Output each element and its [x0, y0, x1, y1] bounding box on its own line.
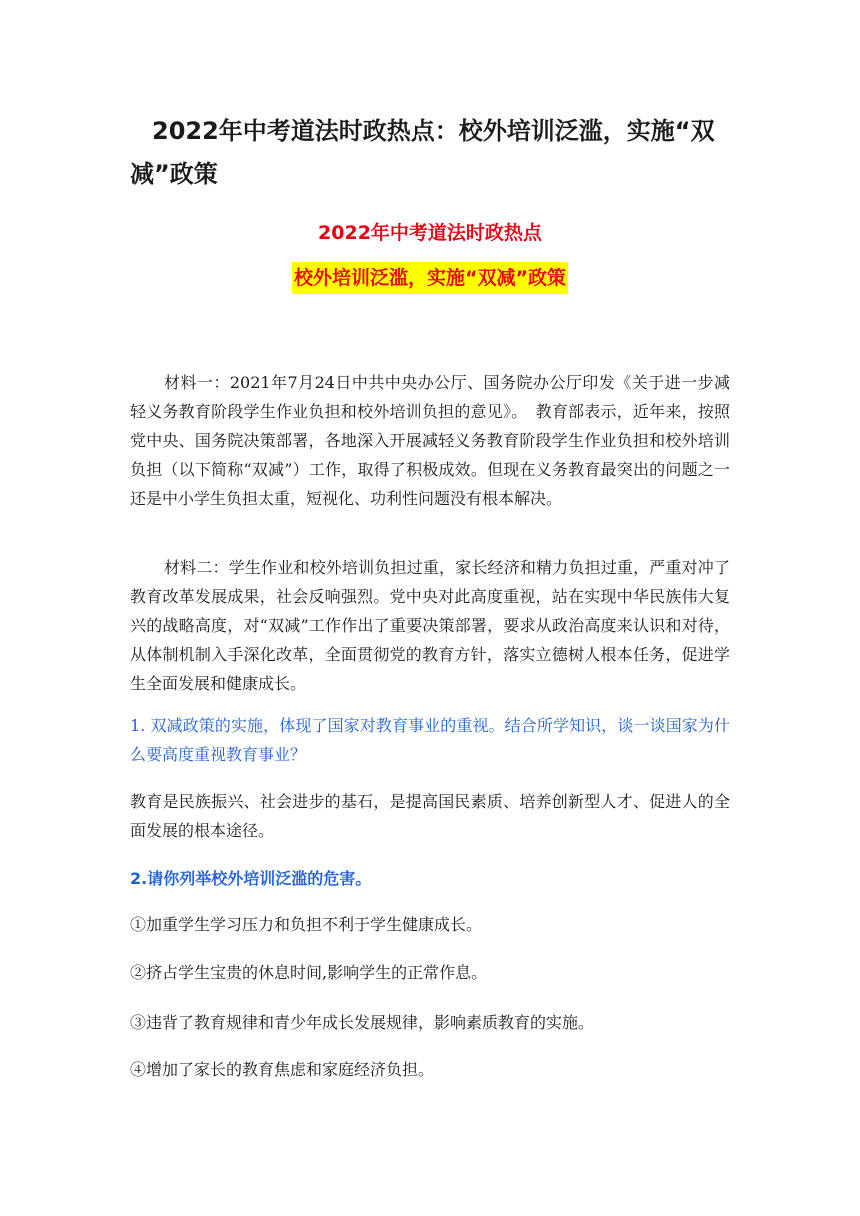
question-2: 2.请你列举校外培训泛滥的危害。: [130, 869, 372, 888]
answer-1: 教育是民族振兴、社会进步的基石，是提高国民素质、培养创新型人才、促进人的全面发展的根本途径。: [130, 792, 730, 840]
question-1: 1. 双减政策的实施，体现了国家对教育事业的重视。结合所学知识，谈一谈国家为什么要高度重视教育事业？: [130, 716, 730, 764]
material-2-paragraph: 材料二：学生作业和校外培训负担过重，家长经济和精力负担过重，严重对冲了教育改革发展成果，社会反响强烈。党中央对此高度重视，站在实现中华民族伟大复兴的战略高度，对“双减”工作作出了重要决策部署，要求从政治高度来认识和对待，从体制机制入手深化改革，全面贯彻党的教育方针，落实立德树人根本任务，促进学生全面发展和健康成长。: [130, 558, 730, 693]
subtitle-line-2-highlight: 校外培训泛滥，实施“双减”政策: [292, 262, 568, 294]
answer-2-item-1: ①加重学生学习压力和负担不利于学生健康成长。: [130, 915, 483, 934]
material-1-paragraph: 材料一：2021年7月24日中共中央办公厅、国务院办公厅印发《关于进一步减轻义务教育阶段学生作业负担和校外培训负担的意见》。 教育部表示，近年来，按照党中央、国务院决策部署，各地深入开展减轻义务教育阶段学生作业负担和校外培训负担（以下简称“双减”）工作，取得了积极成效。但现在义务教育最突出的问题之一还是中小学生负担太重，短视化、功利性问题没有根本解决。: [130, 373, 730, 508]
subtitle-line-1: 2022年中考道法时政热点: [318, 222, 542, 244]
main-title: 2022年中考道法时政热点：校外培训泛滥，实施“双减”政策: [130, 117, 715, 188]
answer-2-item-2: ②挤占学生宝贵的休息时间,影响学生的正常作息。: [130, 963, 488, 982]
subtitle-line-2-wrap: [0, 262, 860, 294]
answer-2-item-3: ③违背了教育规律和青少年成长发展规律，影响素质教育的实施。: [130, 1013, 595, 1032]
answer-2-item-4: ④增加了家长的教育焦虑和家庭经济负担。: [130, 1060, 435, 1079]
